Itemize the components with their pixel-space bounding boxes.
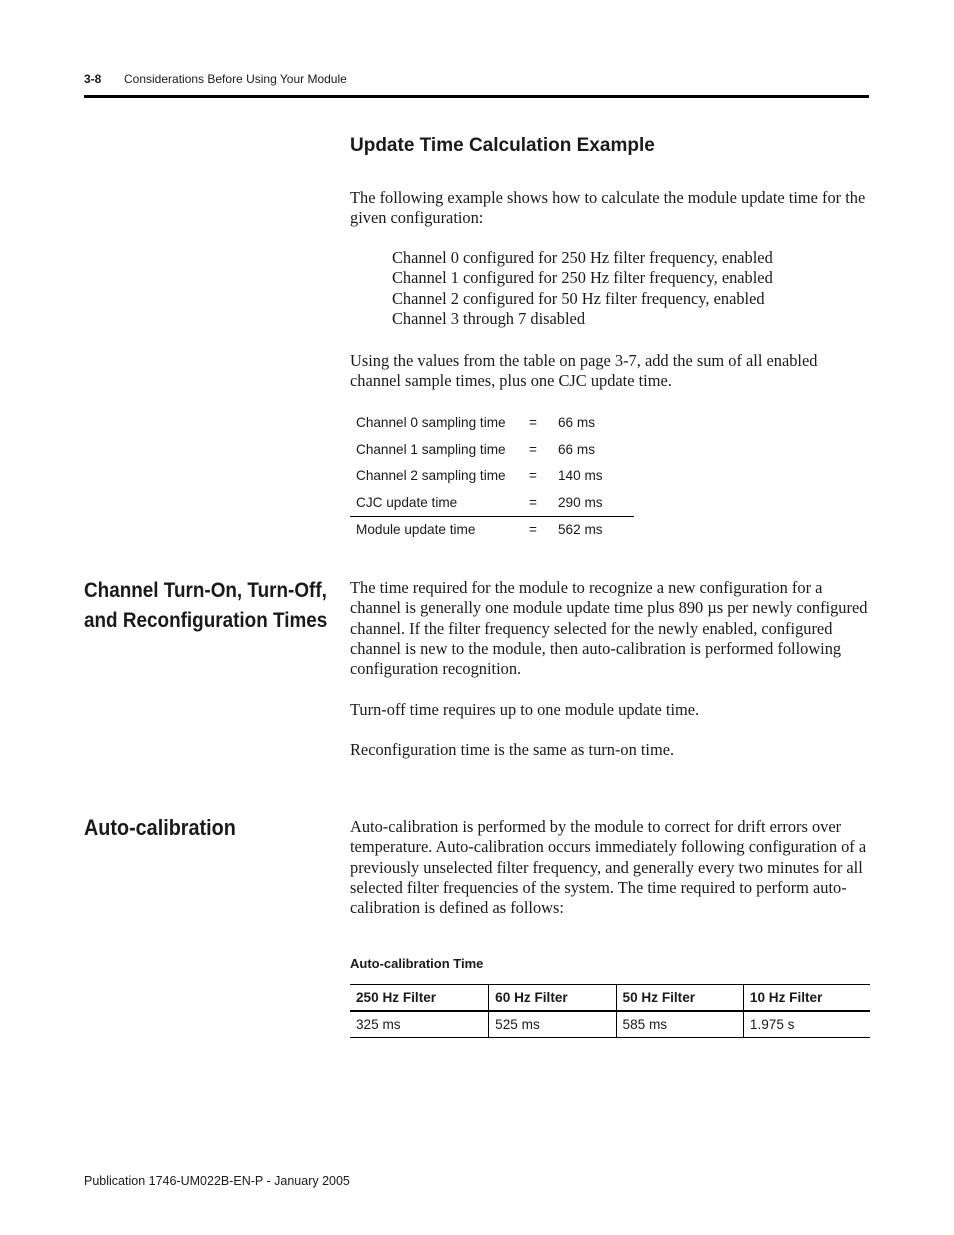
calc-label: Channel 1 sampling time <box>356 441 506 457</box>
calc-label: Channel 0 sampling time <box>356 415 506 430</box>
table-cell: 525 ms <box>489 1011 616 1038</box>
update-time-calculation <box>350 410 634 544</box>
table-header-cell: 60 Hz Filter <box>489 985 616 1012</box>
calc-equals: = <box>529 494 537 510</box>
page-header <box>84 72 347 86</box>
turn-on-paragraph: The time required for the module to recognize a new configuration for a channel is generally one module update time plus 890 µs per newly configured channel. If the filter frequency selected for the newly enabled, configured channel is new to the module, then auto-calibration is performed following configuration recognition. <box>350 578 868 679</box>
table-header-cell: 10 Hz Filter <box>743 985 870 1012</box>
update-time-intro: The following example shows how to calculate the module update time for the given configuration: <box>350 188 866 228</box>
config-item: Channel 1 configured for 250 Hz filter frequency, enabled <box>392 268 773 288</box>
table-header-cell: 50 Hz Filter <box>616 985 743 1012</box>
page-number: 3-8 <box>84 72 102 86</box>
calc-value: 140 ms <box>558 468 603 483</box>
config-item: Channel 0 configured for 250 Hz filter frequency, enabled <box>392 248 773 267</box>
calc-row <box>350 490 634 517</box>
publication-footer: Publication 1746-UM022B-EN-P - January 2005 <box>84 1174 350 1188</box>
turn-on-heading <box>84 576 327 636</box>
config-list <box>392 248 773 329</box>
calc-equals: = <box>529 468 537 483</box>
table-header-row <box>350 985 870 1012</box>
table-row <box>350 1011 870 1038</box>
table-cell: 1.975 s <box>743 1011 870 1038</box>
header-rule <box>84 95 869 98</box>
turn-on-heading-line1: Channel Turn-On, Turn-Off, <box>84 579 327 602</box>
calc-value: 562 ms <box>558 522 603 537</box>
calc-total-row <box>350 517 634 544</box>
calc-equals: = <box>529 415 537 430</box>
calc-row <box>350 463 634 490</box>
calc-value: 66 ms <box>558 415 596 430</box>
turn-on-heading-line2: and Reconfiguration Times <box>84 609 328 632</box>
auto-calibration-heading: Auto-calibration <box>84 815 236 840</box>
calc-label: Channel 2 sampling time <box>356 468 506 483</box>
auto-calibration-table <box>350 984 870 1038</box>
reconfiguration-paragraph: Reconfiguration time is the same as turn-on time. <box>350 740 675 759</box>
table-cell: 585 ms <box>616 1011 743 1038</box>
calc-value: 290 ms <box>558 494 603 510</box>
calc-row <box>350 437 634 464</box>
turn-off-paragraph: Turn-off time requires up to one module update time. <box>350 700 700 719</box>
calc-equals: = <box>529 441 537 457</box>
calc-label: CJC update time <box>356 494 458 510</box>
calc-label: Module update time <box>356 522 476 537</box>
using-values-text: Using the values from the table on page 3-7, add the sum of all enabled channel sample times, plus one CJC update time. <box>350 351 818 391</box>
table-cell: 325 ms <box>356 1017 401 1032</box>
calc-equals: = <box>529 522 537 537</box>
chapter-title: Considerations Before Using Your Module <box>124 72 347 86</box>
calc-value: 66 ms <box>558 441 596 457</box>
config-item: Channel 2 configured for 50 Hz filter frequency, enabled <box>392 288 765 308</box>
table-header-cell: 250 Hz Filter <box>356 990 437 1005</box>
table-caption: Auto-calibration Time <box>350 956 484 971</box>
update-time-heading: Update Time Calculation Example <box>350 135 655 156</box>
config-item: Channel 3 through 7 disabled <box>392 308 586 328</box>
auto-calibration-paragraph: Auto-calibration is performed by the module to correct for drift errors over temperature. Auto-calibration occurs immediately following configuration of a previously unselected filter frequency, and generally every two minutes for all selected filter frequencies of the system. The time required to perform auto-calibration is defined as follows: <box>350 817 867 918</box>
calc-row <box>350 410 634 437</box>
